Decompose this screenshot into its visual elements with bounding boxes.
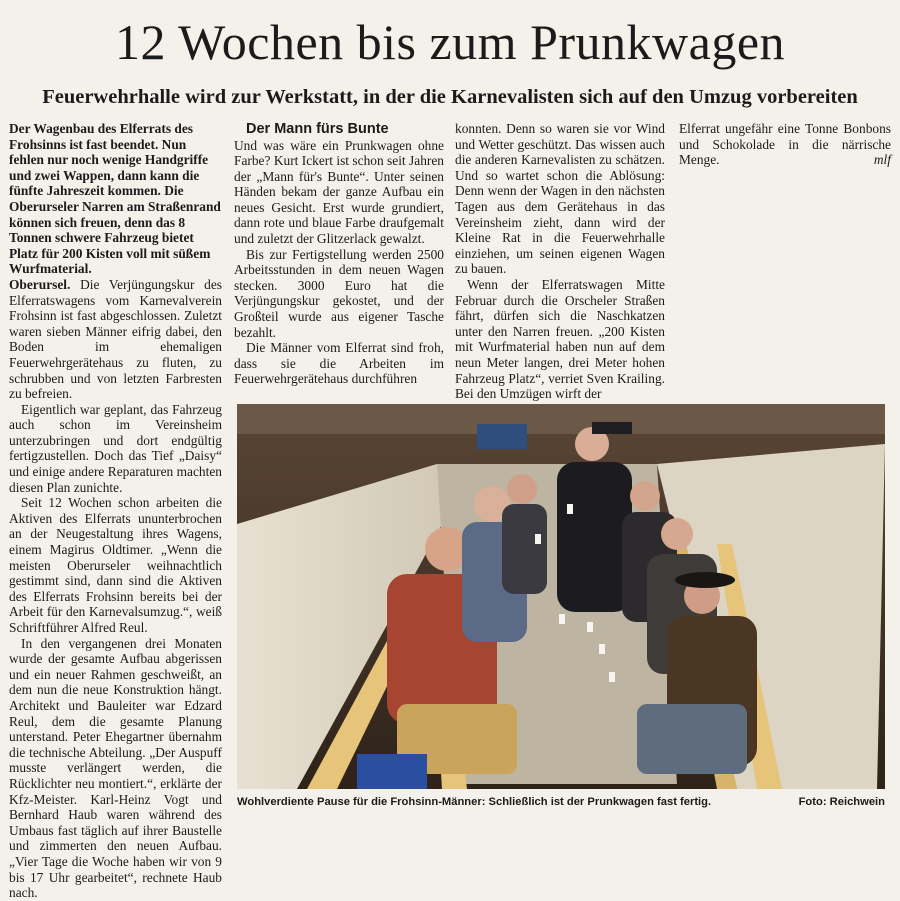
column-1 [9,121,222,901]
dateline: Oberursel. [9,276,71,292]
body-paragraph-7: konnten. Denn so waren sie vor Wind und Wetter geschützt. Das wissen auch die anderen Karnevalisten zu schätzen. Und so wartet schon die Ablösung: Denn wenn der Wagen in den nächsten Tagen aus dem Gerätehaus in das Vereinsheim zieht, dann wird der Kleine Rat in die Feuerwehrhalle einziehen, um seinen eigenen Wagen zu bauen. [455,121,665,277]
photo-credit: Foto: Reichwein [798,796,885,808]
body-paragraph-2: Eigentlich war geplant, das Fahrzeug auch schon im Vereinsheim unterzubringen und dort endgültig fertigzustellen. Doch das Tief „Daisy“ und einige andere Reparaturen machten diesen Plan zunichte. [9,401,222,495]
body-paragraph-7: Die Männer vom Elferrat sind froh, dass sie die Arbeiten im Feuerwehrgerätehaus durchführen [234,340,444,387]
body-paragraph-6: Bis zur Fertigstellung werden 2500 Arbeitsstunden in dem neuen Wagen stecken. 3000 Euro hat die Verjüngungskur gekostet, und der Großteil wurde aus eigener Tasche bezahlt. [234,246,444,340]
lead-paragraph: Der Wagenbau des Elferrats des Frohsinns ist fast beendet. Nun fehlen nur noch wenige Handgriffe und zwei Wappen, dann kann die fünfte Jahreszeit kommen. Die Oberurseler Narren am Straßenrand können sich freuen, denn das 8 Tonnen schwere Fahrzeug bietet Platz für 200 Kisten voll mit süßem Wurfmaterial. [9,121,221,277]
column-4 [679,121,891,401]
body-paragraph-5: Und was wäre ein Prunkwagen ohne Farbe? Kurt Ickert ist schon seit Jahren der „Mann für's Bunte“. Unter seinen Händen bekam der ganze Aufbau ein neues Gesicht. Erst wurde grundiert, dann rote und blaue Farbe draufgemalt und zuletzt der Glitzerlack gewalzt. [234,137,444,247]
photo-illustration [237,404,885,789]
column-2 [234,121,444,401]
body-paragraph-4: In den vergangenen drei Monaten wurde der gesamte Aufbau abgerissen und ein neuer Rahmen geschweißt, an dem nun die neue Konstruktion hängt. Architekt und Bauleiter war Edzard Reul, dem die gesamte Planung unterstand. Peter Ehegartner übernahm die technische Abteilung. „Der Auspuff musste verlängert werden, die Rücklichter neu montiert.“, erklärte der Kfz-Meister. Karl-Heinz Vogt und Bernhard Haub waren während des Umbaus fast täglich auf ihrer Baustelle und zimmerten den neuen Aufbau. „Vier Tage die Woche haben wir von 9 bis 17 Uhr gearbeitet“, rechnete Haub nach. [9,635,222,901]
caption-text: Wohlverdiente Pause für die Frohsinn-Männer: Schließlich ist der Prunkwagen fast fertig. [237,796,712,808]
section-subtitle: Der Mann fürs Bunte [246,121,389,137]
subheadline: Feuerwehrhalle wird zur Werkstatt, in der die Karnevalisten sich auf den Umzug vorbereiten [42,86,858,108]
body-paragraph-1: Oberursel. Die Verjüngungskur des Elferratswagens vom Karnevalverein Frohsinn ist fast abgeschlossen. Zuletzt waren sieben Männer eifrig dabei, den Boden im ehemaligen Feuerwehrgerätehaus zu fluten, zu schrubben und von letzten Farbresten zu befreien. [9,276,222,402]
photo-caption [237,795,885,809]
body-paragraph-8: Wenn der Elferratswagen Mitte Februar durch die Orscheler Straßen fährt, dürfen sich die Naschkatzen unter den Narren freuen. „200 Kisten mit Wurfmaterial haben nun auf dem neun Meter langen, drei Meter hohen Fahrzeug Platz“, verriet Sven Krailing. Bei den Umzügen wirft der [455,276,665,402]
article-photo [237,404,885,789]
author-signature: mlf [873,152,891,168]
body-paragraph-3: Seit 12 Wochen schon arbeiten die Aktiven des Elferrats ununterbrochen an der Neugestaltung ihres Wagens, einem Magirus Oldtimer. „Wenn die meisten Oberurseler weihnachtlich gestimmt sind, dann sind die Aktiven des Elferrats Frohsinn bereits bei der Arbeit für den Karnevalsumzug.“, weiß Schriftführer Alfred Reul. [9,495,222,635]
body-paragraph-8: Elferrat ungefähr eine Tonne Bonbons und Schokolade in die närrische Menge. mlf [679,121,891,168]
headline: 12 Wochen bis zum Prunkwagen [114,14,786,70]
column-3 [455,121,665,401]
